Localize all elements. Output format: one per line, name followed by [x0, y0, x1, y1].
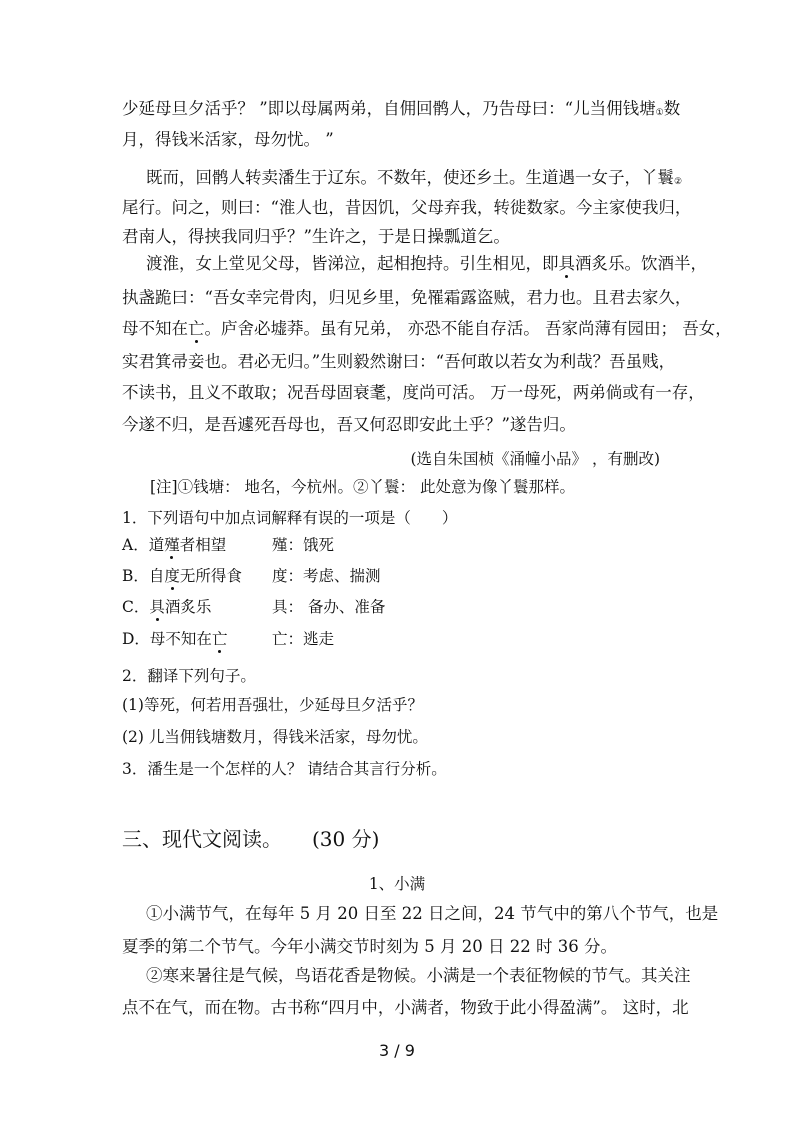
passage-line-1: 少延母旦夕活乎？ ”即以母属两弟，自佣回鹘人，乃告母曰：“儿当佣钱塘①数	[122, 99, 681, 118]
passage-line-2: 月，得钱米活家，母勿忧。 ”	[122, 130, 334, 149]
option-c: C．具酒炙乐	[122, 598, 212, 616]
option-d: D．母不知在亡	[122, 630, 228, 648]
passage-line-9: 实君箕帚妾也。君必无归。”生则毅然谢曰：“吾何敢以若女为利哉？吾虽贱，	[122, 352, 676, 371]
option-a: A．道殣者相望	[122, 536, 227, 554]
source-citation: (选自朱国桢《涌幢小品》 ，有删改)	[410, 450, 660, 468]
passage-line-3: 既而，回鹘人转卖潘生于辽东。不数年，使还乡土。生道遇一女子，丫鬟②	[146, 168, 683, 187]
dotted-char-ju: 具	[558, 254, 575, 273]
option-c-answer: 具： 备办、准备	[272, 598, 386, 616]
passage-line-5: 君南人，得挟我同归乎？”生许之，于是日操瓢道乞。	[122, 227, 510, 246]
article-line-1: ①小满节气，在每年 5 月 20 日至 22 日之间，24 节气中的第八个节气，也是	[146, 904, 719, 923]
article-line-2: 夏季的第二个节气。今年小满交节时刻为 5 月 20 日 22 时 36 分。	[122, 937, 617, 956]
passage-line-8: 母不知在亡。庐舍必墟莽。虽有兄弟， 亦恐不能自存活。 吾家尚薄有园田； 吾女，	[122, 319, 732, 338]
article-title: 1、小满	[368, 875, 426, 893]
question-2: 2．翻译下列句子。	[122, 667, 256, 685]
option-b: B．自度无所得食	[122, 567, 242, 585]
passage-line-10: 不读书，且义不敢取；况吾母固衰耄，度尚可活。 万一母死，两弟倘或有一存，	[122, 383, 705, 402]
question-3: 3．潘生是一个怎样的人？ 请结合其言行分析。	[122, 760, 447, 778]
passage-line-6: 渡淮，女上堂见父母，皆涕泣，起相抱持。引生相见，即具酒炙乐。饮酒半，	[146, 254, 707, 273]
annotation-note: [注]①钱塘： 地名，今杭州。②丫鬟： 此处意为像丫鬟那样。	[150, 478, 575, 496]
page-number: 3 / 9	[379, 1041, 415, 1060]
option-a-answer: 殣：饿死	[272, 536, 335, 554]
passage-line-4: 尾行。问之，则曰：“淮人也，昔因饥，父母弃我，转徙数家。今主家使我归，	[122, 198, 692, 217]
article-line-3: ②寒来暑往是气候，鸟语花香是物候。小满是一个表征物候的节气。其关注	[146, 966, 691, 985]
passage-line-11: 今遂不归，是吾遽死吾母也，吾又何忍即安此土乎？”遂告归。	[122, 415, 576, 434]
question-2-item-2: (2) 儿当佣钱塘数月，得钱米活家，母勿忧。	[122, 728, 428, 746]
option-b-answer: 度：考虑、揣测	[272, 567, 381, 585]
option-d-answer: 亡：逃走	[272, 630, 335, 648]
passage-line-7: 执盏跪曰：“吾女幸完骨肉，归见乡里，免罹霜露盗贼，君力也。且君去家久，	[122, 288, 692, 307]
section-heading: 三、现代文阅读。 (30 分)	[122, 827, 380, 851]
question-1: 1．下列语句中加点词解释有误的一项是（ ）	[122, 509, 458, 527]
question-2-item-1: (1)等死，何若用吾强壮，少延母旦夕活乎？	[122, 696, 423, 714]
article-line-4: 点不在气，而在物。古书称“四月中，小满者，物致于此小得盈满”。 这时，北	[122, 998, 689, 1017]
dotted-char-wang: 亡	[188, 319, 205, 338]
